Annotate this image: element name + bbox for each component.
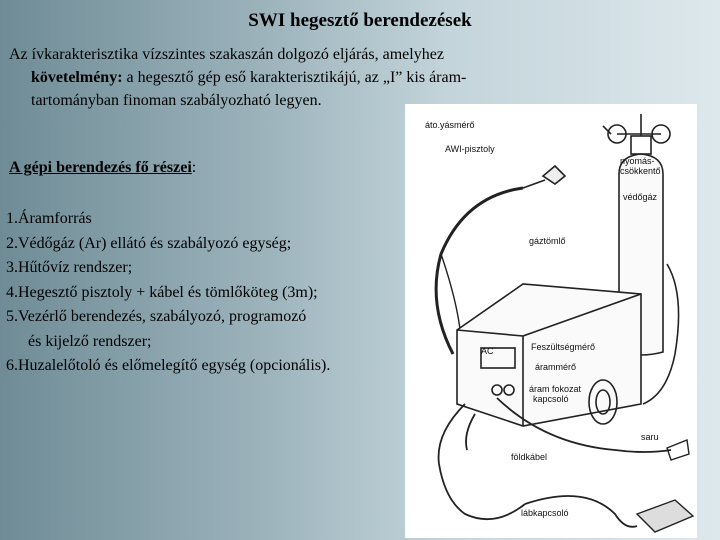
list-item-text: 3.Hűtővíz rendszer; bbox=[6, 259, 133, 276]
list-item-text: 4.Hegesztő pisztoly + kábel és tömlőköteg (3m); bbox=[6, 283, 318, 301]
label-gas-hose: gáztömlő bbox=[529, 236, 566, 246]
list-item bbox=[6, 256, 330, 281]
label-reducer-2: csökkentő bbox=[620, 166, 661, 176]
list-item bbox=[6, 305, 330, 354]
list-item bbox=[6, 207, 330, 232]
list-item bbox=[6, 281, 330, 306]
diagram-drawing bbox=[405, 104, 697, 538]
parts-heading-colon: : bbox=[191, 159, 197, 176]
list-item-text: 2.Védőgáz (Ar) ellátó és szabályozó egység; bbox=[6, 234, 292, 252]
list-item-text: 5.Vezérlő berendezés, szabályozó, programozó bbox=[6, 308, 307, 325]
list-item-text: 1.Áramforrás bbox=[6, 210, 92, 227]
label-foot-switch: lábkapcsoló bbox=[521, 508, 569, 518]
intro-paragraph bbox=[9, 43, 639, 112]
parts-heading bbox=[9, 159, 196, 177]
label-current-knob: áram fokozat bbox=[529, 384, 582, 394]
intro-line-2 bbox=[9, 66, 639, 89]
list-item bbox=[6, 354, 330, 379]
intro-line-2-rest: a hegesztő gép eső karakterisztikájú, az „I” kis áram- bbox=[122, 69, 467, 86]
foot-switch-shape bbox=[637, 500, 693, 532]
label-clamp: saru bbox=[641, 432, 659, 442]
intro-line-1: Az ívkarakterisztika vízszintes szakaszán dolgozó eljárás, amelyhez bbox=[9, 46, 444, 63]
label-ac: AC bbox=[481, 346, 494, 356]
label-current-meter: Feszültségmérő bbox=[531, 342, 596, 352]
parts-heading-text: A gépi berendezés fő részei bbox=[9, 159, 192, 176]
intro-line-3: tartományban finoman szabályozható legyen. bbox=[31, 92, 322, 109]
list-item-subtext: és kijelző rendszer; bbox=[28, 332, 152, 350]
label-torch: AWI-pisztoly bbox=[445, 144, 495, 154]
label-ammeter: árammérő bbox=[535, 362, 577, 372]
page-title: SWI hegesztő berendezések bbox=[248, 10, 472, 31]
welding-equipment-diagram bbox=[405, 104, 697, 538]
label-shield-gas: védőgáz bbox=[623, 192, 658, 202]
label-ground-cable: földkábel bbox=[511, 452, 548, 462]
label-reducer: nyomás- bbox=[620, 156, 655, 166]
requirement-term: követelmény: bbox=[31, 69, 123, 86]
list-item bbox=[6, 232, 330, 257]
parts-list bbox=[6, 207, 330, 379]
list-item-text: 6.Huzalelőtoló és előmelegítő egység (opcionális). bbox=[6, 357, 331, 374]
label-gas-meter: áto.yásmérő bbox=[425, 120, 475, 130]
label-current-knob-2: kapcsoló bbox=[533, 394, 569, 404]
